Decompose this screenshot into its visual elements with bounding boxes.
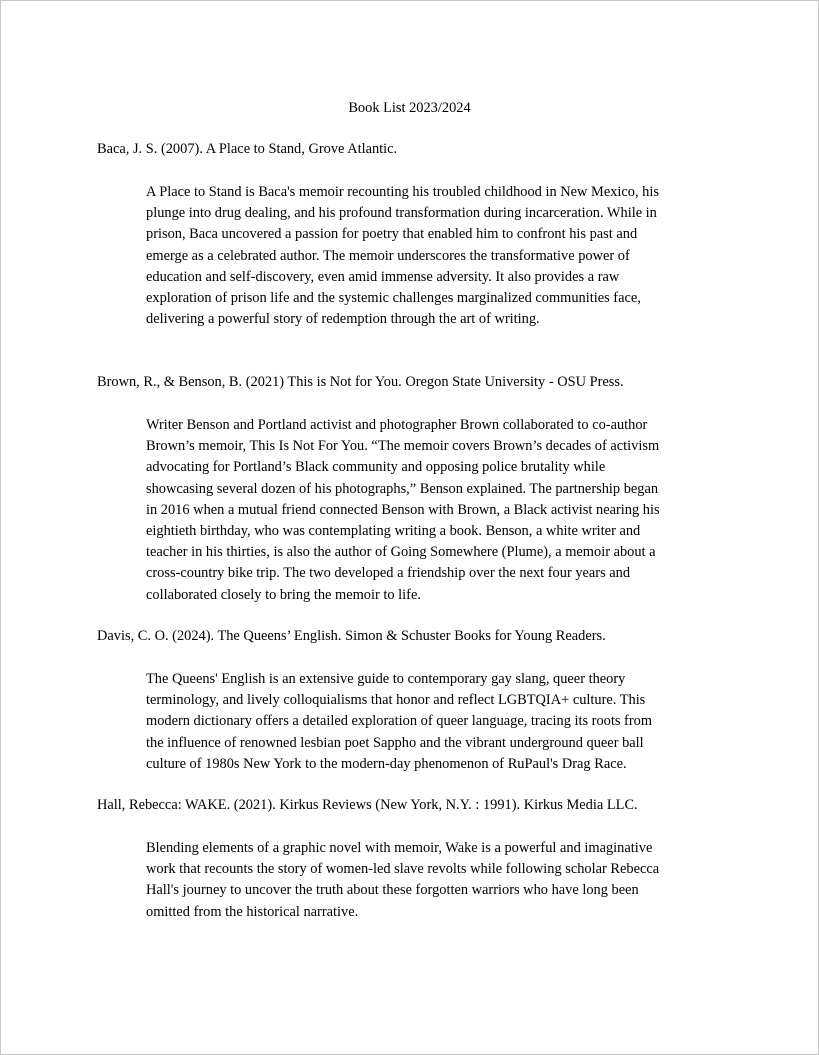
annotation-line: emerge as a celebrated author. The memoir underscores the transformative power of [146, 247, 630, 264]
annotation-line: cross-country bike trip. The two developed a friendship over the next four years and [146, 565, 631, 582]
annotation-line: education and self-discovery, even amid immense adversity. It also provides a raw [146, 268, 620, 285]
annotation-line: showcasing several dozen of his photographs,” Benson explained. The partnership began [146, 480, 659, 497]
annotation-line: the influence of renowned lesbian poet Sappho and the vibrant underground queer ball [146, 734, 644, 751]
annotation-line: A Place to Stand is Baca's memoir recounting his troubled childhood in New Mexico, his [146, 184, 659, 200]
annotation-hall [146, 838, 726, 923]
annotation-line: omitted from the historical narrative. [146, 903, 359, 920]
annotation-line: exploration of prison life and the systemic challenges marginalized communities face, [146, 290, 641, 307]
annotation-line: advocating for Portland’s Black community and opposing police brutality while [146, 459, 606, 476]
annotation-line: work that recounts the story of women-led slave revolts while following scholar Rebecca [146, 861, 660, 878]
citation-baca: Baca, J. S. (2007). A Place to Stand, Grove Atlantic. [97, 141, 398, 157]
annotation-line: teacher in his thirties, is also the author of Going Somewhere (Plume), a memoir about a [146, 544, 656, 561]
annotation-davis [146, 669, 726, 775]
annotation-line: prison, Baca uncovered a passion for poetry that enabled him to confront his past and [146, 226, 638, 243]
annotation-line: culture of 1980s New York to the modern-day phenomenon of RuPaul's Drag Race. [146, 755, 627, 772]
citation-brown-benson: Brown, R., & Benson, B. (2021) This is Not for You. Oregon State University - OSU Press. [97, 374, 624, 390]
annotation-brown-benson [146, 415, 726, 606]
annotation-line: eightieth birthday, who was contemplating writing a book. Benson, a white writer and [146, 523, 641, 540]
annotation-line: collaborated closely to bring the memoir to life. [146, 586, 421, 603]
annotation-line: terminology, and lively colloquialisms that honor and reflect LGBTQIA+ culture. This [146, 692, 646, 709]
annotation-line: Hall's journey to uncover the truth about these forgotten warriors who have long been [146, 882, 639, 899]
annotation-line: plunge into drug dealing, and his profound transformation during incarceration. While in [146, 205, 657, 222]
citation-davis: Davis, C. O. (2024). The Queens’ English. Simon & Schuster Books for Young Readers. [97, 628, 606, 644]
annotation-line: delivering a powerful story of redemption through the art of writing. [146, 311, 540, 328]
annotation-line: Writer Benson and Portland activist and photographer Brown collaborated to co-author [146, 417, 648, 433]
annotation-line: Brown’s memoir, This Is Not For You. “The memoir covers Brown’s decades of activism [146, 438, 660, 455]
annotation-line: The Queens' English is an extensive guide to contemporary gay slang, queer theory [146, 671, 626, 687]
annotation-line: Blending elements of a graphic novel with memoir, Wake is a powerful and imaginative [146, 840, 653, 856]
annotation-baca [146, 182, 726, 330]
annotation-line: in 2016 when a mutual friend connected Benson with Brown, a Black activist nearing his [146, 501, 660, 518]
citation-hall: Hall, Rebecca: WAKE. (2021). Kirkus Reviews (New York, N.Y. : 1991). Kirkus Media LLC. [97, 797, 638, 813]
annotation-line: modern dictionary offers a detailed exploration of queer language, tracing its roots from [146, 713, 653, 730]
document-title: Book List 2023/2024 [348, 100, 471, 116]
